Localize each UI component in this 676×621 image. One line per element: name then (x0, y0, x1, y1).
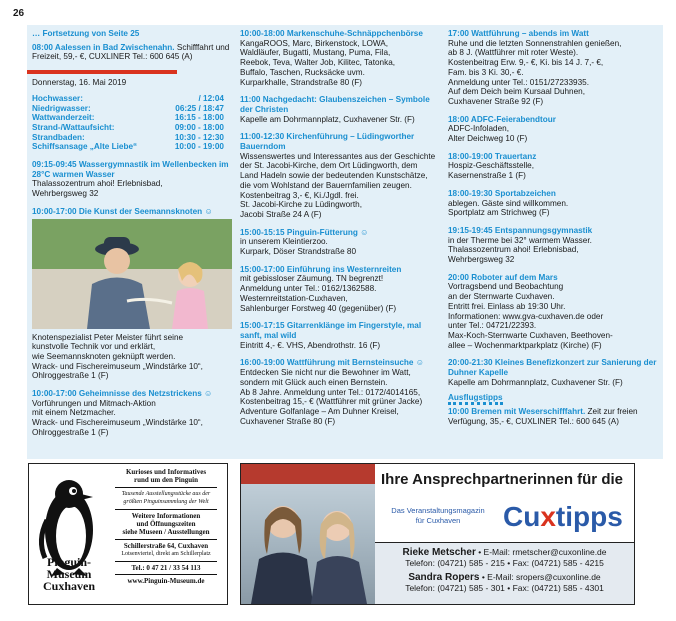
event-text: Adventure Golfanlage – Am Duhner Kreisel, (240, 406, 399, 416)
event-text: ADFC-Infoladen, (448, 124, 509, 134)
logo-text: x (540, 501, 556, 532)
event-text: ab 8 J. (Wattführer mit roter Weste). (448, 48, 579, 58)
brand-area (375, 494, 634, 542)
event-text: Ruhe und die letzten Sonnenstrahlen genießen, (448, 38, 622, 48)
event-text: Entdecken Sie nicht nur die Bewohner im Watt, (240, 368, 411, 378)
event-heading: 10:00-17:00 Geheimnisse des Netzstrickens ☺ (32, 389, 213, 399)
column-3 (448, 29, 658, 435)
event-text: Auf dem Deich beim Kursaal Duhnen, (448, 87, 585, 97)
event-text: ablegen. Gäste sind willkommen. (448, 198, 569, 208)
ad-address: Schillerstraße 64, Cuxhaven (123, 541, 209, 550)
event-text: Sportplatz am Strichweg (F) (448, 208, 550, 218)
cuxtipps-contact-ad (240, 463, 635, 605)
logo-text: Cu (503, 501, 541, 532)
page-number: 26 (13, 8, 25, 19)
event-text: Knotenspezialist Peter Meister führt seine (32, 332, 184, 342)
tide-value: / 12:04 (198, 93, 224, 103)
logo-text: Museum (46, 567, 92, 581)
event-text: Ab 8 Jahre. Anmeldung unter Tel.: 0172/4014165, (240, 387, 421, 397)
knot-demonstration-photo (32, 219, 232, 329)
ad-phone: Tel.: 0 47 21 / 33 54 113 (131, 563, 201, 572)
photo-illustration (241, 464, 375, 604)
cuxtipps-logo (503, 500, 623, 534)
event-heading: 20:00 Roboter auf dem Mars (448, 272, 558, 282)
event-heading: 10:00-17:00 Die Kunst der Seemannsknoten ☺ (32, 206, 213, 216)
event-heading: 10:00 Bremen mit Weserschifffahrt. (448, 407, 586, 417)
tide-label: Strandbaden: (32, 132, 85, 142)
contact-email[interactable]: • E-Mail: sropers@cuxonline.de (479, 572, 601, 582)
event-text: der St. Jacobi-Kirche, dem Ort Lüdingworth, dem (240, 161, 418, 171)
date-heading: Donnerstag, 16. Mai 2019 (32, 78, 127, 88)
ad-text: größten Pinguinsammlung der Welt (123, 499, 209, 506)
event-text: Anmeldung unter Tel.: 0162/1362588. (240, 284, 377, 294)
table-row (32, 94, 224, 104)
event-heading: 18:00-19:00 Trauertanz (448, 151, 537, 161)
event-heading: 20:00-21:30 Kleines Benefizkonzert zur Sanierung der Duhner Kapelle (448, 358, 657, 378)
event-text: Fam. bis 3 Ki. 30,- €. (448, 67, 524, 77)
column-1 (32, 29, 232, 446)
contact-phone: Telefon: (04721) 585 - 301 • Fax: (04721) 585 - 4301 (405, 583, 604, 593)
excursion-tips-heading: Ausflugstipps (448, 393, 503, 406)
event-text: in der Therme bei 32° warmem Wasser. (448, 235, 592, 245)
event-text: Land Hadeln sowie der bedeutenden Kunstschätze, (240, 171, 428, 181)
event-text: Vorführungen und Mitmach-Aktion (32, 398, 156, 408)
contact-details (375, 542, 634, 604)
event-text: Alter Deichweg 10 (F) (448, 134, 528, 144)
event-text: mit gebissloser Zäumung. TN begrenzt! (240, 274, 384, 284)
event-text: Thalassozentrum ahoi! Erlebnisbad, (32, 179, 163, 189)
magazine-tagline: für Cuxhaven (415, 516, 461, 525)
event-heading: 19:15-19:45 Entspannungsgymnastik (448, 225, 593, 235)
tide-value: 10:00 - 19:00 (174, 142, 224, 152)
event-text: Anmeldung unter Tel.: 0151/27233935. (448, 77, 589, 87)
event-heading: 11:00 Nachgedacht: Glaubenszeichen – Symbole der Christen (240, 95, 430, 114)
table-row (32, 113, 224, 123)
event-text: Wrack- und Fischereimuseum „Windstärke 10“, (32, 361, 203, 371)
event-text: Wissenswertes und Interessantes aus der Geschichte (240, 151, 436, 161)
event-text: Kapelle am Dohrmannplatz, Cuxhavener Str. (F) (240, 114, 415, 124)
event-text: Wrack- und Fischereimuseum „Windstärke 10“, (32, 418, 203, 428)
event-heading: 10:00-18:00 Markenschuhe-Schnäppchenbörse (240, 29, 423, 38)
ad-text: siehe Museen / Ausstellungen (122, 528, 210, 537)
event-text: Eintritt 4,- €. VHS, Abendrothstr. 16 (F) (240, 340, 381, 350)
event-text: Schifffahrt und Freizeit, 59,- €, CUXLINER Tel.: 600 645 (A) (32, 42, 230, 62)
event-heading: 18:00 ADFC-Feierabendtour (448, 114, 556, 124)
magazine-tagline: Das Veranstaltungsmagazin (391, 506, 485, 515)
event-text: Kostenbeitrag 3,- €, Ki./Jgdl. frei. (240, 190, 359, 200)
photo-illustration (32, 219, 232, 329)
event-text: in unserem Kleintierzoo. (240, 237, 328, 247)
contacts-photo (241, 464, 375, 604)
contact-name: Rieke Metscher (402, 547, 476, 558)
table-row (32, 142, 224, 152)
event-text: Buffalo, Taschen, Rucksäcke uvm. (240, 67, 365, 77)
event-text: Kapelle am Dohrmannplatz, Cuxhavener Str. (F) (448, 377, 623, 387)
event-text: Ohlroggestraße 1 (F) (32, 427, 109, 437)
contact-phone: Telefon: (04721) 585 - 215 • Fax: (04721) 585 - 4215 (405, 558, 604, 568)
tide-value: 06:25 / 18:47 (175, 103, 224, 113)
ad-text: Tausende Ausstellungsstücke aus der (121, 490, 211, 497)
table-row (32, 133, 224, 143)
ad-title: Kurioses und Informatives (125, 468, 207, 476)
event-heading: 15:00-17:00 Einführung ins Westernreiten (240, 264, 402, 274)
ad-address: Lotsenviertel, direkt am Schillerplatz (121, 551, 211, 558)
event-text: Kostenbeitrag 15,- € (Wattführer mit grüner Jacke) (240, 397, 423, 407)
tide-label: Schiffsansage „Alte Liebe“ (32, 142, 138, 152)
event-heading: 15:00-17:15 Gitarrenklänge im Fingerstyle, mal sanft, mal wild (240, 321, 422, 340)
event-calendar-panel (27, 25, 663, 459)
penguin-museum-ad (28, 463, 228, 605)
ad-headline: Ihre Ansprechpartnerinnen für die (381, 471, 623, 488)
event-text: Max-Koch-Sternwarte Cuxhaven, Beethoven- (448, 330, 613, 340)
event-text: KangaROOS, Marc, Birkenstock, LOWA, (240, 38, 389, 48)
event-text: Hospiz-Geschäftsstelle, (448, 161, 535, 171)
event-text: Thalassozentrum ahoi! Erlebnisbad, (448, 245, 579, 255)
tide-value: 16:15 - 18:00 (174, 113, 224, 123)
event-text: mit einem Netzmacher. (32, 408, 116, 418)
date-band (27, 70, 177, 74)
ad-text: Weitere Informationen (131, 511, 201, 520)
event-text: Cuxhavener Straße 92 (F) (448, 96, 544, 106)
table-row (32, 104, 224, 114)
event-text: Sahlenburger Forstweg 40 (gegenüber) (F) (240, 303, 397, 313)
event-text: kunstvolle Technik vor und erklärt, (32, 342, 156, 352)
tide-label: Hochwasser: (32, 93, 83, 103)
tide-label: Niedrigwasser: (32, 103, 91, 113)
event-text: Jacobi Straße 24 A (F) (240, 209, 322, 219)
event-text: St. Jacobi-Kirche zu Lüdingworth, (240, 200, 362, 210)
logo-text: Pinguin- (46, 555, 91, 569)
tide-table (32, 94, 224, 152)
event-heading: 08:00 Aalessen in Bad Zwischenahn. (32, 42, 175, 52)
event-text: Cuxhavener Straße 80 (F) (240, 416, 336, 426)
event-heading: 09:15-09:45 Wassergymnastik im Wellenbecken im 28°C warmen Wasser (32, 160, 229, 179)
event-heading: 18:00-19:30 Sportabzeichen (448, 188, 556, 198)
event-text: Wehrbergsweg 32 (448, 255, 515, 265)
event-heading: 17:00 Wattführung – abends im Watt (448, 29, 589, 38)
ad-title: rund um den Pinguin (134, 476, 198, 485)
event-text: Kurpark, Döser Strandstraße 80 (240, 247, 357, 257)
event-text: Waldläufer, Bugatti, Mustang, Puma, Fila, (240, 48, 391, 58)
event-text: wie Seemannsknoten geknüpft werden. (32, 351, 176, 361)
tide-value: 10:30 - 12:30 (174, 132, 224, 142)
event-text: Kasernenstraße 1 (F) (448, 171, 526, 181)
ad-header (375, 464, 634, 495)
column-2 (240, 29, 440, 434)
event-heading: 15:00-15:15 Pinguin-Fütterung ☺ (240, 227, 369, 237)
event-text: Kurparkhalle, Strandstraße 80 (F) (240, 77, 362, 87)
logo-text: Cuxhaven (42, 579, 95, 593)
table-row (32, 123, 224, 133)
continued-note: … Fortsetzung von Seite 25 (32, 29, 140, 38)
event-text: die vom Wohlstand der Bauernfamilien zeugen. (240, 180, 412, 190)
event-text: Wehrbergsweg 32 (32, 189, 99, 199)
event-text: allee – Wochenmarktparkplatz (Kirche) (F) (448, 340, 602, 350)
event-text: Kostenbeitrag Erw. 9,- €, Ki. bis 14 J. 7,- €, (448, 58, 604, 68)
event-text: Reebok, Teva, Walter Job, Kilitec, Tatonka, (240, 58, 396, 68)
event-text: sondern mit Glück auch einen Bernstein. (240, 377, 388, 387)
tide-value: 09:00 - 18:00 (174, 122, 224, 132)
ad-website-link[interactable]: www.Pinguin-Museum.de (127, 577, 205, 586)
event-text: Zeit zur freien Verfügung, 35,- €, CUXLINER Tel.: 600 645 (A) (448, 407, 638, 426)
event-text: an der Sternwarte Cuxhaven. (448, 292, 555, 302)
event-heading: 11:00-12:30 Kirchenführung – Lüdingworther Bauerndom (240, 132, 415, 152)
event-text: Vortragsbend und Beobachtung (448, 282, 564, 292)
event-text: Ohlroggestraße 1 (F) (32, 371, 109, 381)
event-text: Entritt frei. Einlass ab 19:30 Uhr. (448, 301, 566, 311)
event-heading: 16:00-19:00 Wattführung mit Bernsteinsuche ☺ (240, 358, 425, 368)
tide-label: Wattwanderzeit: (32, 113, 95, 123)
contact-email[interactable]: • E-Mail: rmetscher@cuxonline.de (475, 547, 607, 557)
event-text: Informationen: www.gva-cuxhaven.de oder (448, 311, 604, 321)
penguin-logo (31, 470, 107, 598)
tide-label: Strand-/Wattaufsicht: (32, 122, 115, 132)
logo-text: tipps (555, 501, 623, 532)
contact-name: Sandra Ropers (408, 572, 480, 583)
ad-text: und Öffnungszeiten (136, 520, 196, 529)
event-text: Westernreitstation-Cuxhaven, (240, 293, 348, 303)
event-text: unter Tel.: 04721/22393. (448, 321, 537, 331)
